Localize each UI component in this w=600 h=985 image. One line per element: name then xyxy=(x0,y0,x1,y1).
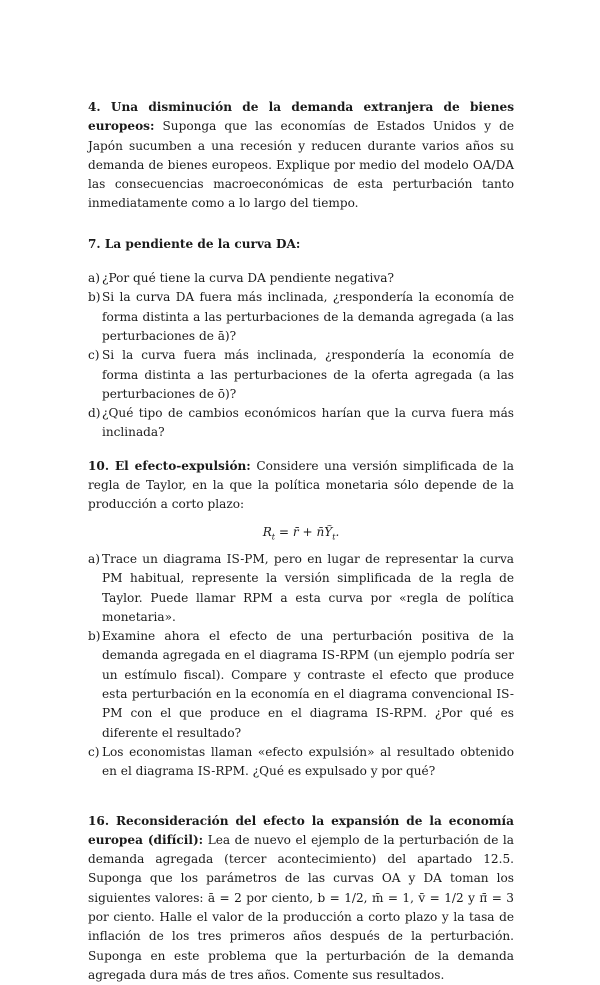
exercise-7-item-a xyxy=(88,269,514,288)
exercise-4 xyxy=(88,98,514,214)
item-text: Examine ahora el efecto de una perturbación positiva de la demanda agregada en el diagrama IS-RPM (un ejemplo podría ser un estímulo fiscal). Compare y contraste el efecto que produce esta perturbación en la economía en el diagrama convencional IS-PM con el que produce en el diagrama IS-RPM. ¿Por qué es diferente el resultado? xyxy=(102,629,514,739)
exercise-7-items xyxy=(88,269,514,443)
equation-rhs: = r̄ + n̄Ỹ xyxy=(275,525,332,539)
item-text: Si la curva fuera más inclinada, ¿respondería la economía de forma distinta a las perturbaciones de la oferta agregada (a las perturbaciones de ō)? xyxy=(102,348,514,401)
item-label: d) xyxy=(88,404,100,423)
item-label: a) xyxy=(88,550,100,569)
exercise-10 xyxy=(88,457,514,782)
exercise-10-item-a xyxy=(88,550,514,627)
item-label: b) xyxy=(88,627,100,646)
exercise-7-item-c xyxy=(88,346,514,404)
exercise-10-paragraph xyxy=(88,457,514,515)
exercise-7-item-b xyxy=(88,288,514,346)
item-label: c) xyxy=(88,743,100,762)
equation-rhs-sub: t xyxy=(332,532,335,541)
exercise-4-heading: 4. Una disminución de la demanda extranjera de bienes europeos: xyxy=(88,100,514,133)
exercise-10-heading: 10. El efecto-expulsión: xyxy=(88,459,251,473)
exercise-7 xyxy=(88,235,514,443)
item-label: a) xyxy=(88,269,100,288)
exercise-10-text: Considere una versión simplificada de la regla de Taylor, en la que la política monetaria sólo depende de la producción a corto plazo: xyxy=(88,459,514,512)
item-text: ¿Por qué tiene la curva DA pendiente negativa? xyxy=(102,271,394,285)
equation-end: . xyxy=(335,525,339,539)
exercise-16-paragraph xyxy=(88,812,514,985)
exercise-16 xyxy=(88,812,514,985)
exercise-10-item-c xyxy=(88,743,514,782)
item-text: Los economistas llaman «efecto expulsión» al resultado obtenido en el diagrama IS-RPM. ¿Qué es expulsado y por qué? xyxy=(102,745,514,778)
item-label: c) xyxy=(88,346,100,365)
exercise-16-heading: 16. Reconsideración del efecto la expansión de la economía europea (difícil): xyxy=(88,814,514,847)
item-text: ¿Qué tipo de cambios económicos harían que la curva fuera más inclinada? xyxy=(102,406,514,439)
item-text: Si la curva DA fuera más inclinada, ¿respondería la economía de forma distinta a las perturbaciones de la demanda agregada (a las perturbaciones de ā)? xyxy=(102,290,514,343)
exercise-7-item-d xyxy=(88,404,514,443)
exercise-16-text: Lea de nuevo el ejemplo de la perturbación de la demanda agregada (tercer acontecimiento) del apartado 12.5. Suponga que los parámetros de las curvas OA y DA toman los siguientes valores: ā = 2 por ciento, b = 1/2, m̄ = 1, v̄ = 1/2 y π̄ = 3 por ciento. Halle el valor de la producción a corto plazo y la tasa de inflación de los tres primeros años después de la perturbación. Suponga en este problema que la perturbación de la demanda agregada dura más de tres años. Comente sus resultados. xyxy=(88,833,514,982)
item-label: b) xyxy=(88,288,100,307)
exercise-10-item-b xyxy=(88,627,514,743)
equation-lhs-sub: t xyxy=(272,532,275,541)
equation-lhs: R xyxy=(263,525,272,539)
exercise-10-items xyxy=(88,550,514,782)
exercise-4-text: Suponga que las economías de Estados Unidos y de Japón sucumben a una recesión y reducen durante varios años su demanda de bienes europeos. Explique por medio del modelo OA/DA las consecuencias macroeconómicas de esta perturbación tanto inmediatamente como a lo largo del tiempo. xyxy=(88,119,514,210)
taylor-rule-equation xyxy=(88,523,514,542)
document-page xyxy=(88,98,514,985)
exercise-4-paragraph xyxy=(88,98,514,214)
exercise-7-heading: 7. La pendiente de la curva DA: xyxy=(88,235,514,254)
item-text: Trace un diagrama IS-PM, pero en lugar de representar la curva PM habitual, represente la versión simplificada de la regla de Taylor. Puede llamar RPM a esta curva por «regla de política monetaria». xyxy=(102,552,514,624)
